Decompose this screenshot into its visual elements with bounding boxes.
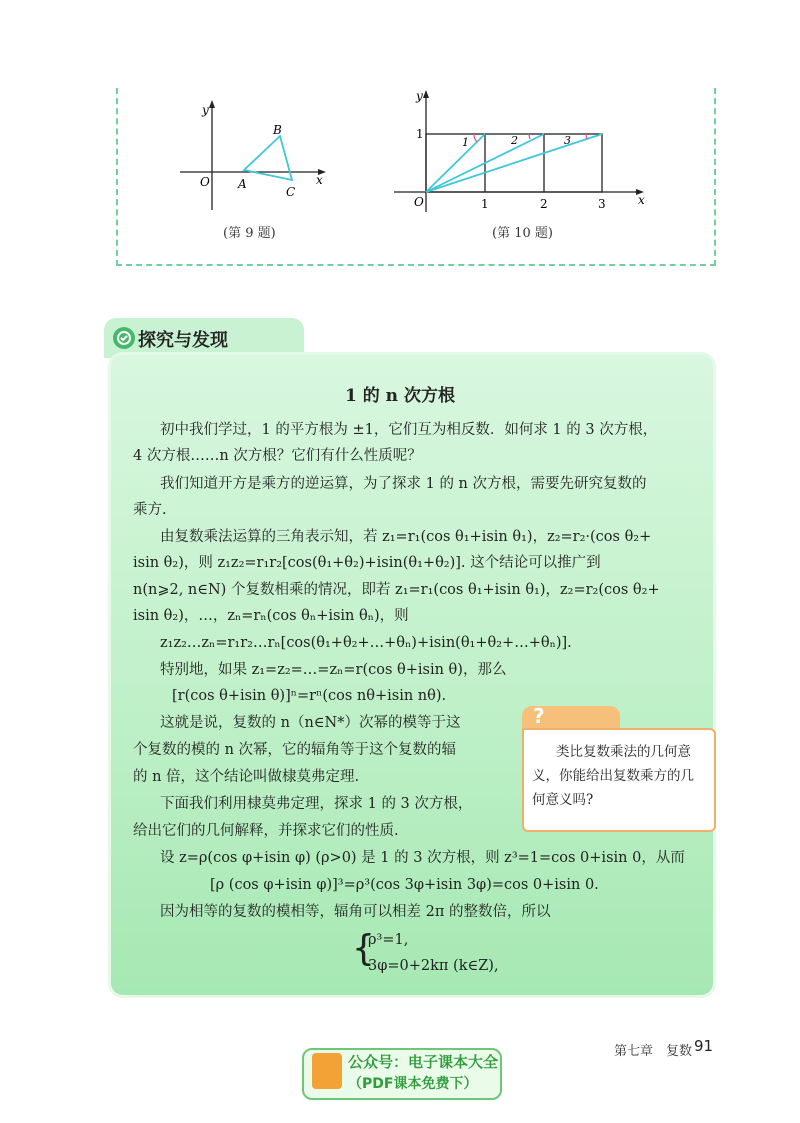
figure-9 xyxy=(170,98,340,218)
fig10-angle-2 xyxy=(529,134,530,139)
explore-title: 探究与发现 xyxy=(138,330,228,351)
body-line: 初中我们学过，1 的平方根为 ±1，它们互为相反数．如何求 1 的 3 次方根， xyxy=(160,422,658,438)
fig10-label-one-y: 1 xyxy=(416,127,424,141)
fig10-label-y: y xyxy=(416,89,423,103)
explore-badge-icon xyxy=(112,326,136,350)
fig10-tick-2: 2 xyxy=(540,197,548,211)
fig9-triangle xyxy=(244,136,292,180)
body-line: 下面我们利用棣莫弗定理，探求 1 的 3 次方根， xyxy=(160,796,473,812)
body-line: n(n⩾2, n∈N) 个复数相乘的情况，即若 z₁=r₁(cos θ₁+isin θ₁)，z₂=r₂(cos θ₂+ xyxy=(133,582,660,598)
fig10-angle-label-3: 3 xyxy=(564,134,571,147)
fig10-tick-3: 3 xyxy=(598,197,606,211)
body-line: 设 z=ρ(cos φ+isin φ) (ρ>0) 是 1 的 3 次方根，则 z³=1=cos 0+isin 0，从而 xyxy=(160,850,685,866)
fig10-angle-3 xyxy=(586,134,587,139)
fig9-label-C: C xyxy=(286,185,296,199)
banner-line-1: 公众号：电子课本大全 xyxy=(348,1053,499,1071)
body-line: isin θ₂)，…，zₙ=rₙ(cos θₙ+isin θₙ)，则 xyxy=(133,608,409,624)
fig10-tick-1: 1 xyxy=(481,197,489,211)
system-equation-2: 3φ=0+2kπ (k∈Z), xyxy=(368,958,499,974)
body-line: isin θ₂)，则 z₁z₂=r₁r₂[cos(θ₁+θ₂)+isin(θ₁+θ₂)]. 这个结论可以推广到 xyxy=(133,555,601,571)
body-line: 特别地，如果 z₁=z₂=…=zₙ=r(cos θ+isin θ)，那么 xyxy=(160,662,507,678)
system-equation-1: ρ³=1, xyxy=(368,932,409,948)
figure-10 xyxy=(386,86,656,220)
fig10-angle-1 xyxy=(474,134,477,142)
fig10-ray-1 xyxy=(426,134,485,192)
note-line: 类比复数乘法的几何意 xyxy=(556,744,691,760)
fig10-caption: (第 10 题) xyxy=(492,226,553,241)
banner-line-2: （PDF课本免费下） xyxy=(348,1076,478,1092)
page-number: 91 xyxy=(694,1037,714,1055)
fig9-caption: (第 9 题) xyxy=(223,226,276,241)
system-brace: { xyxy=(352,928,375,969)
fig10-label-x: x xyxy=(638,193,645,207)
fig9-label-y: y xyxy=(202,103,209,117)
body-line: 给出它们的几何解释，并探求它们的性质. xyxy=(133,823,399,839)
note-line: 何意义吗? xyxy=(532,792,594,808)
formula-line: [r(cos θ+isin θ)]ⁿ=rⁿ(cos nθ+isin nθ). xyxy=(172,688,447,704)
formula-line: z₁z₂…zₙ=r₁r₂…rₙ[cos(θ₁+θ₂+…+θₙ)+isin(θ₁+θ₂+…+θₙ)]. xyxy=(160,635,572,651)
fig10-angle-label-2: 2 xyxy=(511,134,518,147)
fig9-label-A: A xyxy=(238,177,247,191)
fig10-angle-label-1: 1 xyxy=(462,136,469,149)
fig9-label-x: x xyxy=(316,173,323,187)
note-line: 义，你能给出复数乘方的几 xyxy=(532,768,694,784)
body-line: 4 次方根……n 次方根？它们有什么性质呢？ xyxy=(133,448,422,464)
section-title: 1 的 n 次方根 xyxy=(345,386,455,406)
body-line: 因为相等的复数的模相等，辐角可以相差 2π 的整数倍，所以 xyxy=(160,904,551,920)
body-line: 乘方. xyxy=(133,502,167,518)
book-icon xyxy=(312,1053,342,1089)
body-line: 我们知道开方是乘方的逆运算，为了探求 1 的 n 次方根，需要先研究复数的 xyxy=(160,476,647,492)
fig10-label-O: O xyxy=(414,195,424,209)
question-mark-icon: ? xyxy=(533,704,545,728)
fig9-label-O: O xyxy=(200,175,210,189)
body-line: 这就是说，复数的 n（n∈N*）次幂的模等于这 xyxy=(160,715,461,731)
footer-chapter: 第七章 复数 xyxy=(614,1044,693,1059)
fig9-label-B: B xyxy=(273,123,282,137)
body-line: 个复数的模的 n 次幂，它的辐角等于这个复数的辐 xyxy=(133,742,457,758)
body-line: 由复数乘法运算的三角表示知，若 z₁=r₁(cos θ₁+isin θ₁)，z₂=r₂·(cos θ₂+ xyxy=(160,529,652,545)
body-line: 的 n 倍，这个结论叫做棣莫弗定理. xyxy=(133,769,360,785)
formula-line: [ρ (cos φ+isin φ)]³=ρ³(cos 3φ+isin 3φ)=cos 0+isin 0. xyxy=(210,877,599,893)
